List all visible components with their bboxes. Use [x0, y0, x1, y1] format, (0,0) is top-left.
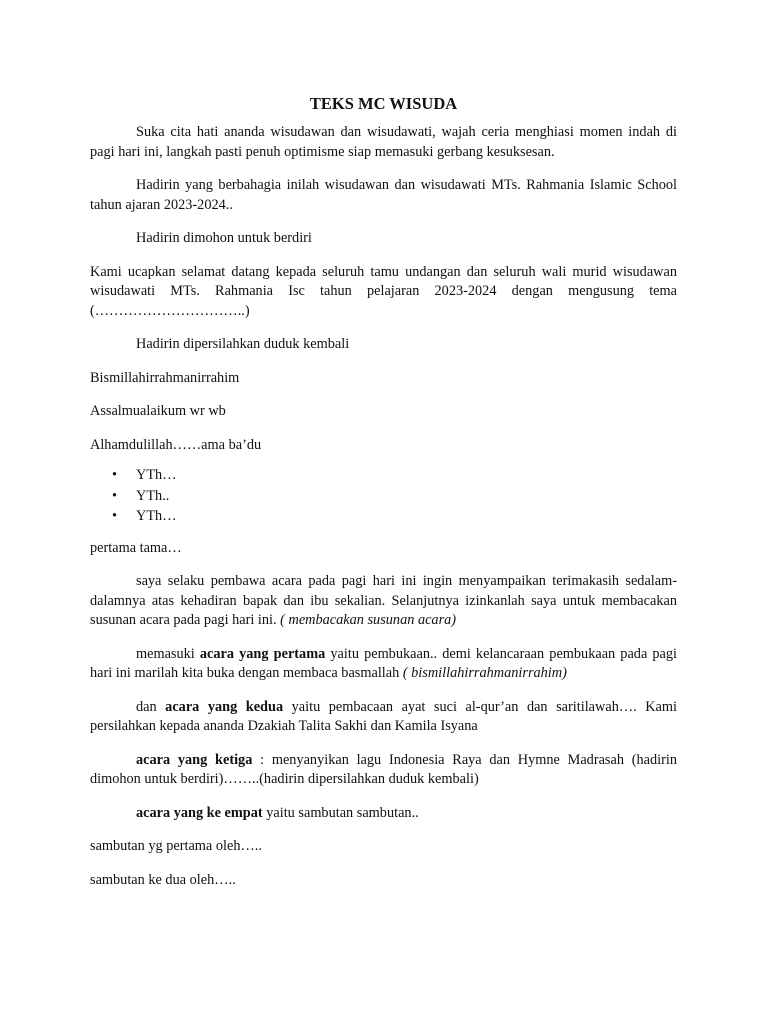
honorifics-list	[90, 465, 677, 527]
paragraph-text: yaitu pembacaan ayat suci al-qur’an dan saritilawah…. Kami persilahkan kepada ananda Dzakiah Talita Sakhi dan Kamila Isyana	[90, 698, 678, 734]
list-item	[112, 506, 677, 527]
paragraph-stand-instruction: Hadirin dimohon untuk berdiri	[136, 230, 312, 246]
agenda-heading: acara yang kedua	[165, 698, 284, 715]
paragraph-sit-instruction: Hadirin dipersilahkan duduk kembali	[136, 336, 350, 352]
paragraph-agenda-third	[90, 751, 677, 790]
paragraph-gratitude	[90, 572, 677, 631]
paragraph-first-speech: sambutan yg pertama oleh…..	[90, 838, 262, 854]
paragraph-introduction: Hadirin yang berbahagia inilah wisudawan dan wisudawati MTs. Rahmania Islamic School tahun ajaran 2023-2024..	[90, 177, 677, 213]
bullet-icon: •	[112, 467, 118, 483]
bullet-icon: •	[112, 508, 118, 524]
stage-direction: ( bismillahirrahmanirrahim)	[402, 665, 567, 681]
paragraph-agenda-second	[90, 698, 677, 737]
paragraph-text: dan	[136, 698, 166, 715]
paragraph-hamdalah: Alhamdulillah……ama ba’du	[90, 436, 262, 453]
paragraph-text: yaitu pembukaan.. demi kelancaraan pembukaan pada pagi hari ini marilah kita buka dengan membaca basmallah	[90, 645, 678, 681]
stage-direction: ( membacakan susunan acara)	[280, 612, 457, 628]
paragraph-agenda-first	[90, 645, 677, 684]
document-title: TEKS MC WISUDA	[309, 94, 458, 113]
paragraph-first-of-all: pertama tama…	[90, 539, 182, 556]
paragraph-greeting: Assalmualaikum wr wb	[90, 403, 226, 419]
paragraph-text: : menyanyikan lagu Indonesia Raya dan Hymne Madrasah (hadirin dimohon untuk berdiri)……..(hadirin dipersilahkan duduk kembali)	[90, 751, 677, 787]
paragraph-text: memasuki	[136, 645, 200, 662]
paragraph-agenda-fourth	[90, 804, 677, 824]
paragraph-basmalah: Bismillahirrahmanirrahim	[90, 369, 240, 386]
list-item	[112, 486, 677, 507]
list-item-text: YTh…	[136, 508, 177, 524]
paragraph-text: yaitu sambutan sambutan..	[262, 804, 419, 821]
paragraph-opening: Suka cita hati ananda wisudawan dan wisudawati, wajah ceria menghiasi momen indah di pagi hari ini, langkah pasti penuh optimisme siap memasuki gerbang kesuksesan.	[90, 124, 677, 160]
agenda-heading: acara yang ketiga	[136, 751, 253, 768]
agenda-heading: acara yang ke empat	[136, 804, 263, 821]
paragraph-second-speech: sambutan ke dua oleh…..	[90, 871, 236, 888]
list-item-text: YTh…	[136, 467, 177, 483]
paragraph-text: saya selaku pembawa acara pada pagi hari ini ingin menyampaikan terimakasih sedalam-dalamnya atas kehadiran bapak dan ibu sekalian. Selanjutnya izinkanlah saya untuk membacakan susunan acara pada pagi hari ini.	[90, 573, 677, 628]
list-item	[112, 465, 677, 486]
paragraph-welcome: Kami ucapkan selamat datang kepada seluruh tamu undangan dan seluruh wali murid wisudawan wisudawati MTs. Rahmania Isc tahun pelajaran 2023-2024 dengan mengusung tema (…………………………..)	[90, 263, 677, 319]
document-body	[90, 93, 677, 904]
bullet-icon: •	[112, 487, 118, 504]
agenda-heading: acara yang pertama	[199, 645, 326, 662]
list-item-text: YTh..	[136, 487, 170, 504]
